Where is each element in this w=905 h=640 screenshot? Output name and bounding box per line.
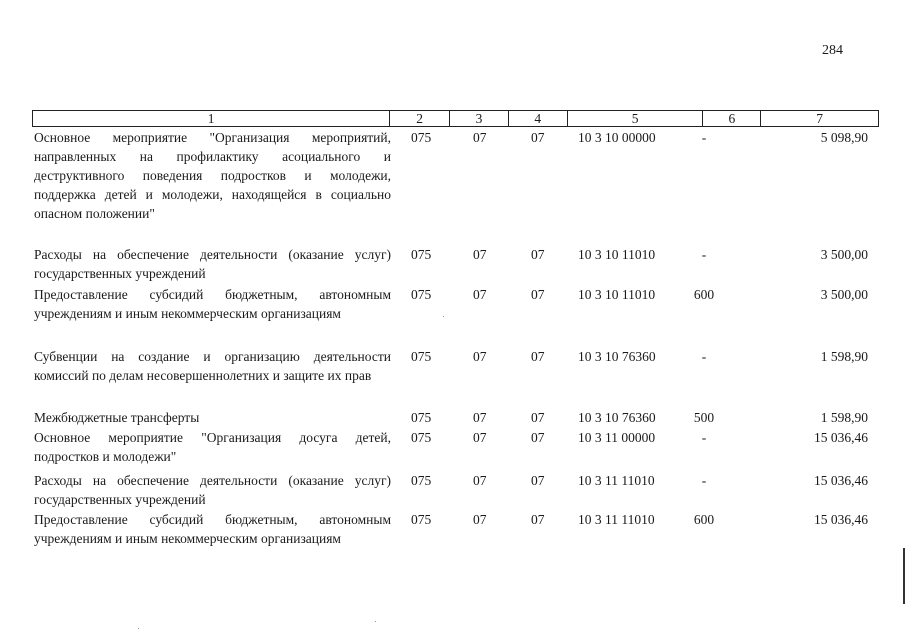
row-description: Межбюджетные трансферты <box>34 410 200 425</box>
header-col-4: 4 <box>509 111 568 126</box>
row-col-6: - <box>701 430 707 445</box>
row-col-2: 075 <box>411 247 432 262</box>
row-col-5: 10 3 10 00000 <box>578 130 656 145</box>
row-col-6: - <box>701 247 707 262</box>
row-col-2: 075 <box>411 512 432 527</box>
row-col-7: 3 500,00 <box>820 247 868 262</box>
row-col-7: 5 098,90 <box>820 130 868 145</box>
row-description: Основное мероприятие "Организация мероприятий, направленных на профилактику асоциального и деструктивного поведения подростков и молодежи, поддержка детей и молодежи, находящейся в социально опасном положении" <box>34 130 391 221</box>
scan-speck <box>375 621 376 622</box>
row-col-6: 600 <box>693 287 715 302</box>
row-col-3: 07 <box>473 512 487 527</box>
row-col-7: 3 500,00 <box>820 287 868 302</box>
row-col-5: 10 3 10 76360 <box>578 410 656 425</box>
header-col-2: 2 <box>390 111 450 126</box>
row-col-3: 07 <box>473 473 487 488</box>
row-col-3: 07 <box>473 410 487 425</box>
row-col-7: 15 036,46 <box>814 430 868 445</box>
row-description: Расходы на обеспечение деятельности (оказание услуг) государственных учреждений <box>34 247 391 281</box>
row-col-7: 15 036,46 <box>814 512 868 527</box>
table-header <box>32 110 879 127</box>
row-col-6: - <box>701 349 707 364</box>
row-description: Предоставление субсидий бюджетным, автономным учреждениям и иным некоммерческим организациям <box>34 512 391 546</box>
row-col-7: 15 036,46 <box>814 473 868 488</box>
row-col-6: - <box>701 130 707 145</box>
header-col-5: 5 <box>568 111 704 126</box>
row-col-2: 075 <box>411 410 432 425</box>
row-col-4: 07 <box>531 512 545 527</box>
row-description: Субвенции на создание и организацию деятельности комиссий по делам несовершеннолетних и защите их прав <box>34 349 391 383</box>
row-col-3: 07 <box>473 247 487 262</box>
row-col-5: 10 3 11 00000 <box>578 430 656 445</box>
row-col-4: 07 <box>531 430 545 445</box>
row-col-6: 500 <box>693 410 715 425</box>
row-description: Предоставление субсидий бюджетным, автономным учреждениям и иным некоммерческим организациям <box>34 287 391 321</box>
row-col-6: 600 <box>693 512 715 527</box>
header-col-3: 3 <box>450 111 509 126</box>
row-col-4: 07 <box>531 349 545 364</box>
row-col-2: 075 <box>411 287 432 302</box>
row-col-7: 1 598,90 <box>820 410 868 425</box>
row-col-5: 10 3 10 76360 <box>578 349 656 364</box>
row-description: Расходы на обеспечение деятельности (оказание услуг) государственных учреждений <box>34 473 391 507</box>
row-col-5: 10 3 11 11010 <box>578 473 655 488</box>
row-col-4: 07 <box>531 247 545 262</box>
row-col-4: 07 <box>531 130 545 145</box>
row-col-3: 07 <box>473 430 487 445</box>
row-col-4: 07 <box>531 410 545 425</box>
row-col-2: 075 <box>411 473 432 488</box>
row-col-4: 07 <box>531 287 545 302</box>
scan-speck <box>443 316 444 317</box>
row-col-2: 075 <box>411 430 432 445</box>
row-col-2: 075 <box>411 130 432 145</box>
row-col-5: 10 3 11 11010 <box>578 512 655 527</box>
row-col-3: 07 <box>473 287 487 302</box>
row-col-5: 10 3 10 11010 <box>578 247 656 262</box>
scan-speck <box>138 628 139 629</box>
page-number: 284 <box>822 43 843 58</box>
row-col-7: 1 598,90 <box>820 349 868 364</box>
row-col-3: 07 <box>473 130 487 145</box>
header-col-7: 7 <box>816 111 823 126</box>
header-col-1: 1 <box>33 111 390 126</box>
row-description: Основное мероприятие "Организация досуга детей, подростков и молодежи" <box>34 430 391 464</box>
row-col-4: 07 <box>531 473 545 488</box>
row-col-6: - <box>701 473 707 488</box>
row-col-5: 10 3 10 11010 <box>578 287 656 302</box>
row-col-3: 07 <box>473 349 487 364</box>
header-col-6: 6 <box>703 111 761 126</box>
row-col-2: 075 <box>411 349 432 364</box>
